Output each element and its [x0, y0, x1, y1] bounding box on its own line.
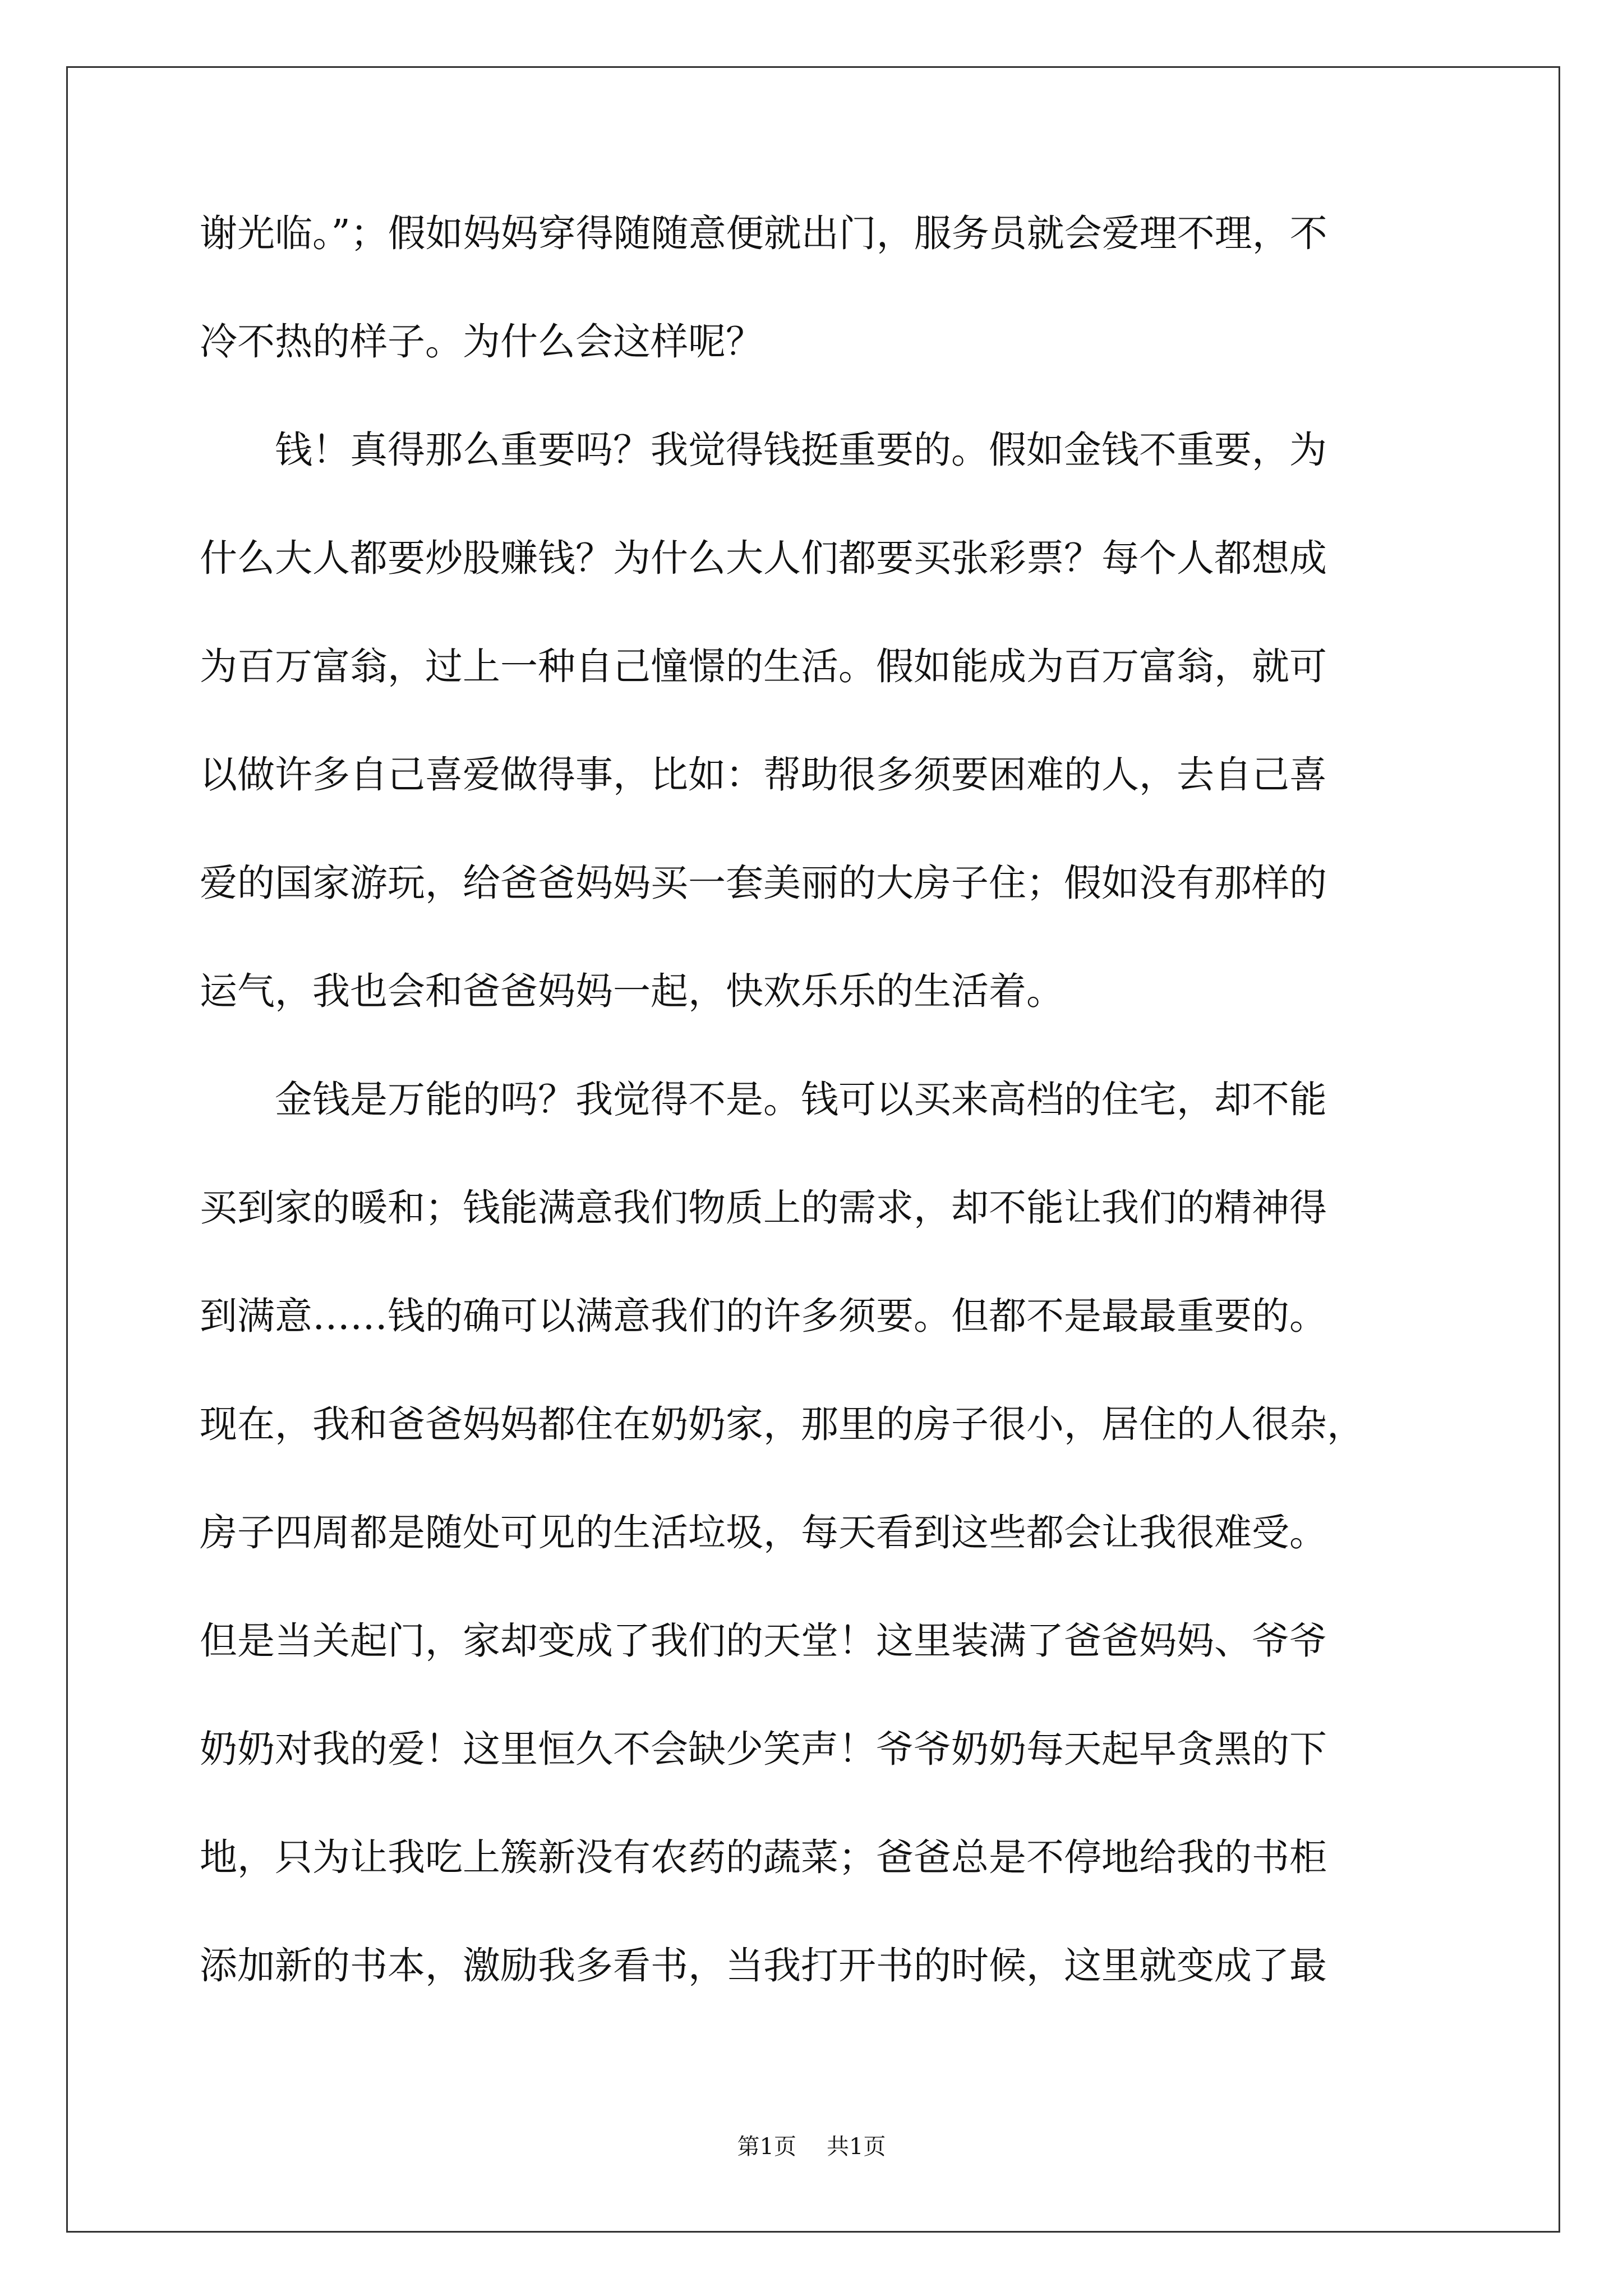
text-line-5: 为百万富翁，过上一种自己憧憬的生活。假如能成为百万富翁，就可 — [200, 645, 1327, 688]
text-line-10: 买到家的暖和；钱能满意我们物质上的需求，却不能让我们的精神得 — [200, 1186, 1327, 1230]
text-line-15: 奶奶对我的爱！这里恒久不会缺少笑声！爷爷奶奶每天起早贪黑的下 — [200, 1727, 1327, 1771]
text-line-16: 地，只为让我吃上簇新没有农药的蔬菜；爸爸总是不停地给我的书柜 — [200, 1835, 1327, 1879]
page-number-current: 第1页 — [737, 2134, 796, 2160]
text-line-12: 现在，我和爸爸妈妈都住在奶奶家，那里的房子很小，居住的人很杂， — [200, 1402, 1364, 1446]
text-line-7: 爱的国家游玩，给爸爸妈妈买一套美丽的大房子住；假如没有那样的 — [200, 861, 1327, 905]
text-line-1: 谢光临。”；假如妈妈穿得随随意便就出门，服务员就会爱理不理，不 — [200, 211, 1327, 255]
text-line-14: 但是当关起门，家却变成了我们的天堂！这里装满了爸爸妈妈、爷爷 — [200, 1619, 1327, 1663]
document-body — [200, 208, 1432, 2048]
text-line-8: 运气，我也会和爸爸妈妈一起，快欢乐乐的生活着。 — [200, 969, 1064, 1013]
text-line-3: 钱！真得那么重要吗？我觉得钱挺重要的。假如金钱不重要，为 — [275, 428, 1327, 472]
text-line-13: 房子四周都是随处可见的生活垃圾，每天看到这些都会让我很难受。 — [200, 1511, 1327, 1554]
page-footer — [0, 2129, 1623, 2161]
text-line-17: 添加新的书本，激励我多看书，当我打开书的时候，这里就变成了最 — [200, 1944, 1327, 1987]
text-line-9: 金钱是万能的吗？我觉得不是。钱可以买来高档的住宅，却不能 — [275, 1078, 1327, 1121]
page-number-total: 共1页 — [827, 2134, 886, 2160]
text-line-11: 到满意……钱的确可以满意我们的许多须要。但都不是最最重要的。 — [200, 1294, 1327, 1338]
text-line-6: 以做许多自己喜爱做得事，比如：帮助很多须要困难的人，去自己喜 — [200, 753, 1327, 797]
text-line-2: 冷不热的样子。为什么会这样呢？ — [200, 320, 763, 364]
text-line-4: 什么大人都要炒股赚钱？为什么大人们都要买张彩票？每个人都想成 — [200, 536, 1327, 580]
